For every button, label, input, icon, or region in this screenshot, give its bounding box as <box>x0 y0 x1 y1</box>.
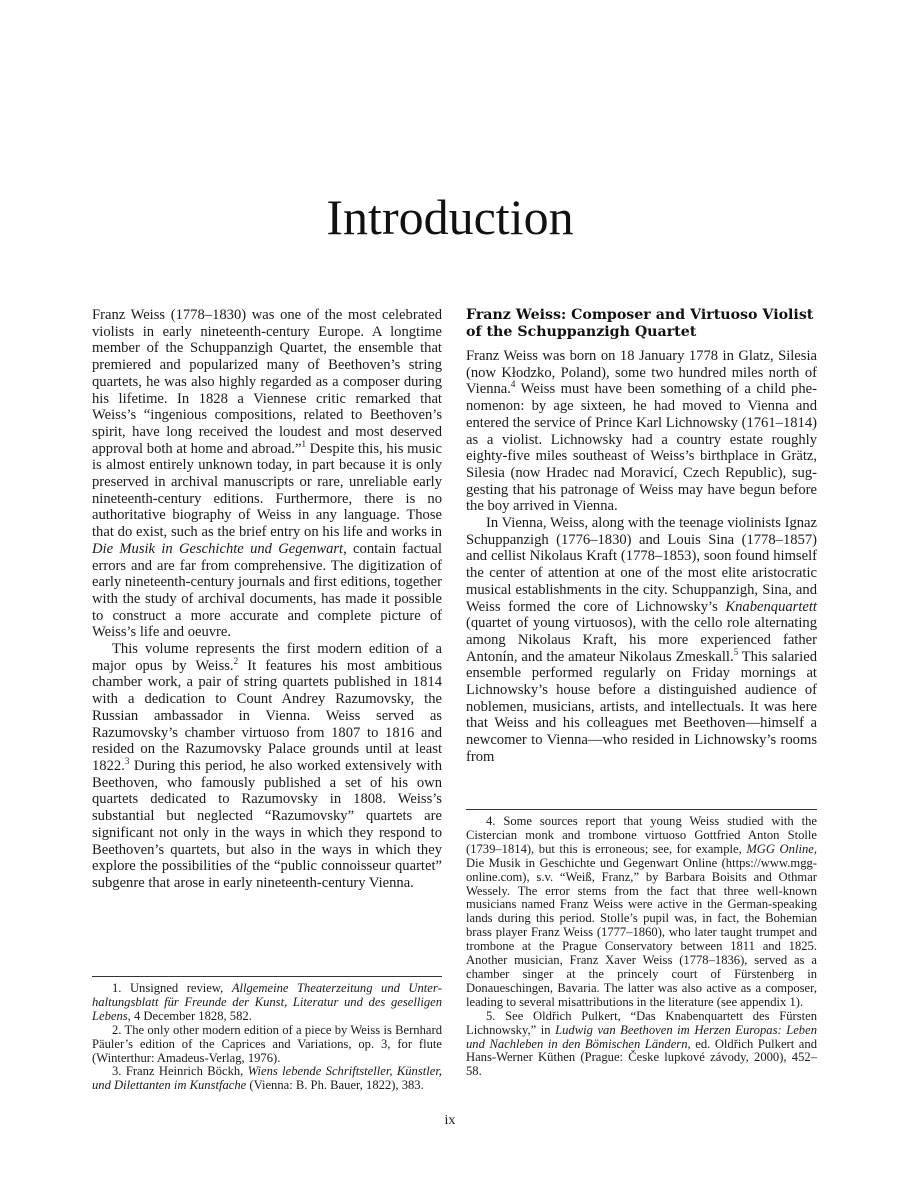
section-heading: Franz Weiss: Composer and Virtuoso Violist of the Schuppanzigh Quartet <box>466 307 814 340</box>
footnote-rule <box>92 976 442 977</box>
body-paragraph: Franz Weiss (1778–1830) was one of the most celebrated violists in early nineteenth-century Europe. A longtime member of the Schuppanzigh Quartet, the ensemble that premiered and popularized many of Beethoven’s string quartets, he was also highly regarded as a composer during his lifetime. In 1828 a Viennese critic remarked that Weiss’s “ingenious compositions, related to Beethoven’s spirit, have long received the loudest and most deserved approval both at home and abroad.”$^1$ Despite this, his music is almost entirely unknown today, in part because it is only preserved in archival manuscripts or rare, unreliable early nineteenth-century editions. Furthermore, there is no authoritative biography of Weiss in any language. Those that do exist, such as the brief entry on his life and works in Die Musik in Geschichte und Gegenwart, contain factual errors and are far from comprehensive. The digitization of early nineteenth-century journals and first editions, together with the study of archival documents, has made it possible to construct a more accurate and complete picture of Weiss’s life and oeuvre. <box>92 307 442 641</box>
left-column <box>92 307 442 892</box>
footnote-5: 5. See Oldřich Pulkert, “Das Knabenquartett des Fürsten Lichnowsky,” in Ludwig van Beethoven im Herzen Europas: Leben und Nachleben in den Bömischen Ländern, ed. Oldřich Pulkert and Hans-Werner Küthen (Prague: Česke lupkové závody, 2000), 452–58. <box>466 1008 817 1079</box>
footnotes-left <box>92 976 442 1093</box>
right-column <box>466 307 817 766</box>
footnote-2: 2. The only other modern edition of a piece by Weiss is Bernhard Päuler’s edition of the Caprices and Variations, op. 3, for flute (Winterthur: Amadeus-Verlag, 1976). <box>92 1022 442 1065</box>
body-paragraph: Franz Weiss was born on 18 January 1778 in Glatz, Silesia (now Kłodzko, Poland), some two hundred miles north of Vienna.$^4$ Weiss must have been something of a child phenomenon: by age sixteen, he had moved to Vienna and entered the service of Prince Karl Lichnowsky (1761–1814) as a violist. Lichnowsky had a country estate roughly eighty-five miles southeast of Weiss’s birthplace in Grätz, Silesia (now Hradec nad Moravicí, Czech Republic), suggesting that his patronage of Weiss may have begun before the boy arrived in Vienna. <box>466 348 817 515</box>
body-paragraph: This volume represents the first modern edition of a major opus by Weiss.$^2$ It features his most ambitious chamber work, a pair of string quartets published in 1814 with a dedication to Count Andrey Razumovsky, the Russian ambassador in Vienna. Weiss served as Razumovsky’s chamber virtuoso from 1807 to 1816 and resided on the Razumovsky Palace grounds until at least 1822.$^3$ During this period, he also worked extensively with Beethoven, who famously published a set of his own quartets dedicated to Razumovsky in 1808. Weiss’s substantial but neglected “Razumovsky” quartets are significant not only in the ways in which they respond to Beethoven’s quartets, but also in the ways in which they explore the possibilities of the “public connoisseur quartet” subgenre that arose in early nineteenth-century Vienna. <box>92 641 442 891</box>
page-title: Introduction <box>326 189 574 245</box>
footnote-reference: 5 <box>733 646 739 657</box>
footnote-reference: 1 <box>301 438 306 449</box>
italic-text: Allgemeine Theaterzeitung und Unterhaltungsblatt für Freunde der Kunst, Literatur und des geselligen Lebens, <box>92 981 442 1023</box>
footnote-3: 3. Franz Heinrich Böckh, Wiens lebende Schriftsteller, Künstler, und Dilettanten im Kunstfache (Vienna: B. Ph. Bauer, 1822), 383. <box>92 1064 442 1093</box>
footnote-reference: 3 <box>124 756 130 767</box>
footnote-rule <box>466 809 817 810</box>
italic-text: Ludwig van Beethoven im Herzen Europas: Leben und Nachleben in den Bömischen Ländern, <box>466 1022 817 1051</box>
body-paragraph: In Vienna, Weiss, along with the teenage violinists Ignaz Schuppanzigh (1776–1830) and Louis Sina (1778–1857) and cellist Nikolaus Kraft (1778–1853), soon found himself the center of attention at one of the most elite aristocratic musical establishments in the city. Schuppanzigh, Sina, and Weiss formed the core of Lichnowsky’s Knabenquartett (quartet of young virtuosos), with the cello role alternating among Nikolaus Kraft, his more experienced father Antonín, and the amateur Nikolaus Zmeskall.$^5$ This salaried ensemble performed regularly on Friday mornings at Lichnowsky’s house before a distinguished audience of noblemen, musicians, artists, and intellectuals. It was here that Weiss and his colleagues met Beethoven—himself a newcomer to Vienna—who resided in Lichnowsky’s rooms from <box>466 515 817 765</box>
italic-text: Wiens lebende Schriftsteller, Künstler, und Dilettanten im Kunstfache <box>92 1064 442 1093</box>
footnote-reference: 4 <box>510 379 516 390</box>
footnote-4: 4. Some sources report that young Weiss studied with the Cistercian monk and trombone virtuoso Gottfried Anton Stolle (1739–1814), but this is erroneous; see, for example, MGG Online, Die Musik in Geschichte und Gegenwart Online (https://www.mgg-online.com), s.v. “Weiß, Franz,” by Barbara Boisits and Othmar Wessely. The error stems from the fact that three well-known musicians named Franz Weiss were active in the German-speaking lands during this period. Stolle’s pupil was, in fact, the Bohemian brass player Franz Weiss (1777–1860), who later taught trumpet and trombone at the Prague Conservatory between 1811 and 1825. Another musician, Franz Xaver Weiss (1778–1836), served as a chamber singer at the princely court of Fürstenberg in Donaueschingen, Bavaria. The latter was also active as a composer, leading to several misattributions in the literature (see appendix 1). <box>466 814 817 1009</box>
italic-text: Knabenquartett <box>725 598 817 615</box>
footnote-1: 1. Unsigned review, Allgemeine Theaterzeitung und Unterhaltungsblatt für Freunde der Kunst, Literatur und des geselligen Lebens, 4 December 1828, 582. <box>92 981 442 1023</box>
footnotes-right <box>466 809 817 1079</box>
italic-text: MGG Online, <box>746 841 817 856</box>
page-number: ix <box>444 1113 456 1128</box>
italic-text: Die Musik in Geschichte und Gegenwart, <box>92 540 347 557</box>
footnote-reference: 2 <box>233 655 239 666</box>
